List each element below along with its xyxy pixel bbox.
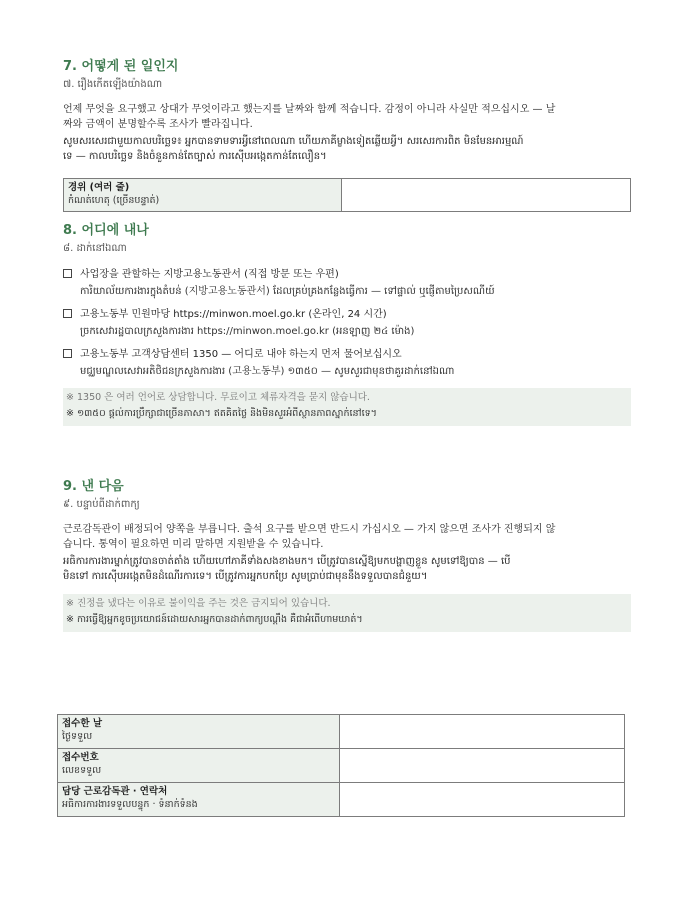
info-note [63,388,631,426]
received-date-input[interactable] [340,715,625,749]
section-subtitle: ៧. រឿងកើតឡើងយ៉ាងណា [63,79,163,90]
field-label-km: អធិការការងារទទួលបន្ទុក · ទំនាក់ទំនង [62,799,198,810]
instruction-ko-line: 언제 무엇을 요구했고 상대가 무엇이라고 했는지를 날짜와 함께 적습니다. 감정이 아니라 사실만 적으십시오 — 날 [63,104,556,115]
warning-note [63,594,631,632]
narrative-field-table [63,178,631,212]
option-label-ko: 사업장을 관할하는 지방고용노동관서 (직접 방문 또는 우편) [80,269,339,280]
inspector-contact-input[interactable] [340,783,625,817]
option-online [63,308,631,339]
instruction-ko-line: 짜와 금액이 분명할수록 조사가 빨라집니다. [63,119,253,130]
receipt-number-input[interactable] [340,749,625,783]
note-ko: ※ 1350 은 여러 언어로 상담합니다. 무료이고 체류자격을 묻지 않습니다. [66,392,370,403]
section-subtitle: ៩. បន្ទាប់ពីដាក់ពាក្យ [63,499,140,510]
section-8 [63,222,631,426]
section-title: 9. 낸 다음 [63,479,124,494]
instruction-km-line: មិនទៅ ការស៊ើបអង្កេតមិនដំណើរការទេ។ បើត្រូវការអ្នកបកប្រែ សូមប្រាប់ជាមុននឹងទទួលបានជំនួយ។ [63,571,428,582]
field-label-km: ថ្ងៃទទួល [62,731,93,742]
table-row [58,715,625,749]
checkbox[interactable] [63,349,72,358]
option-local-office [63,268,631,299]
option-label-km: មជ្ឈមណ្ឌលសេវាអតិថិជនក្រសួងការងារ (고용노동부) ១៣៥០ — សូមសួរជាមុនថាគួរដាក់នៅឯណា [80,366,455,377]
field-label-ko: 경위 (여러 줄) [68,182,130,193]
option-label-km: ច្រកសេវារដ្ឋបាលក្រសួងការងារ https://minwon.moel.go.kr (អនឡាញ ២៤ ម៉ោង) [80,326,415,337]
section-title: 7. 어떻게 된 일인지 [63,59,179,74]
instruction-ko-line: 습니다. 통역이 필요하면 미리 말하면 지원받을 수 있습니다. [63,539,324,550]
field-label-ko: 담당 근로감독관 · 연락처 [62,786,168,797]
instruction-km-line: អធិការការងារម្នាក់ត្រូវបានចាត់តាំង ហើយហៅភាគីទាំងសងខាងមក។ បើត្រូវបានស្នើឱ្យមកបង្ហាញខ្លួន សូមទៅឱ្យបាន — បើ [63,556,511,567]
section-9 [63,478,631,632]
note-km: ※ ១៣៥០ ផ្តល់ការប្រឹក្សាជាច្រើនភាសា។ ឥតគិតថ្លៃ និងមិនសួរអំពីស្ថានភាពស្នាក់នៅទេ។ [66,408,377,419]
note-km: ※ ការធ្វើឱ្យអ្នកខូចប្រយោជន៍ដោយសារអ្នកបានដាក់ពាក្យបណ្តឹង គឺជាអំពើហាមឃាត់។ [66,614,363,625]
note-ko: ※ 진정을 냈다는 이유로 불이익을 주는 것은 금지되어 있습니다. [66,598,331,609]
instruction-paragraph [63,102,631,164]
instruction-km-line: ទេ — កាលបរិច្ឆេទ និងចំនួនកាន់តែច្បាស់ ការស៊ើបអង្កេតកាន់តែលឿន។ [63,151,327,162]
narrative-input[interactable] [342,179,631,212]
form-content [63,58,631,632]
option-call-center [63,348,631,379]
option-label-ko: 고용노동부 고객상담센터 1350 — 어디로 내야 하는지 먼저 물어보십시오 [80,349,402,360]
instruction-km-line: សូមសរសេរជាមួយកាលបរិច្ឆេទ៖ អ្នកបានទាមទារអ្វីនៅពេលណា ហើយភាគីម្ខាងទៀតឆ្លើយអ្វី។ សរសេរការពិត មិនមែនអារម្មណ៍ [63,136,524,147]
section-7 [63,58,631,212]
field-label-km: កំណត់ហេតុ (ច្រើនបន្ទាត់) [68,195,160,206]
table-row [58,749,625,783]
checkbox[interactable] [63,309,72,318]
field-label-ko: 접수한 날 [62,718,103,729]
section-subtitle: ៨. ដាក់នៅឯណា [63,243,127,254]
instruction-paragraph [63,522,631,584]
field-label [64,179,342,212]
table-row [58,783,625,817]
field-label [58,749,340,783]
instruction-ko-line: 근로감독관이 배정되어 양쪽을 부릅니다. 출석 요구를 받으면 반드시 가십시오 — 가지 않으면 조사가 진행되지 않 [63,524,556,535]
option-label-km: ការិយាល័យការងារក្នុងតំបន់ (지방고용노동관서) ដែលគ្រប់គ្រងកន្លែងធ្វើការ — ទៅផ្ទាល់ ឬផ្ញើតាមប្រៃសណីយ៍ [80,286,495,297]
field-label [58,783,340,817]
section-title: 8. 어디에 내나 [63,223,149,238]
field-label-ko: 접수번호 [62,752,99,763]
field-label [58,715,340,749]
submission-options [63,268,631,379]
option-label-ko: 고용노동부 민원마당 https://minwon.moel.go.kr (온라인, 24 시간) [80,309,387,320]
checkbox[interactable] [63,269,72,278]
office-use-table [57,714,625,817]
field-label-km: លេខទទួល [62,765,102,776]
